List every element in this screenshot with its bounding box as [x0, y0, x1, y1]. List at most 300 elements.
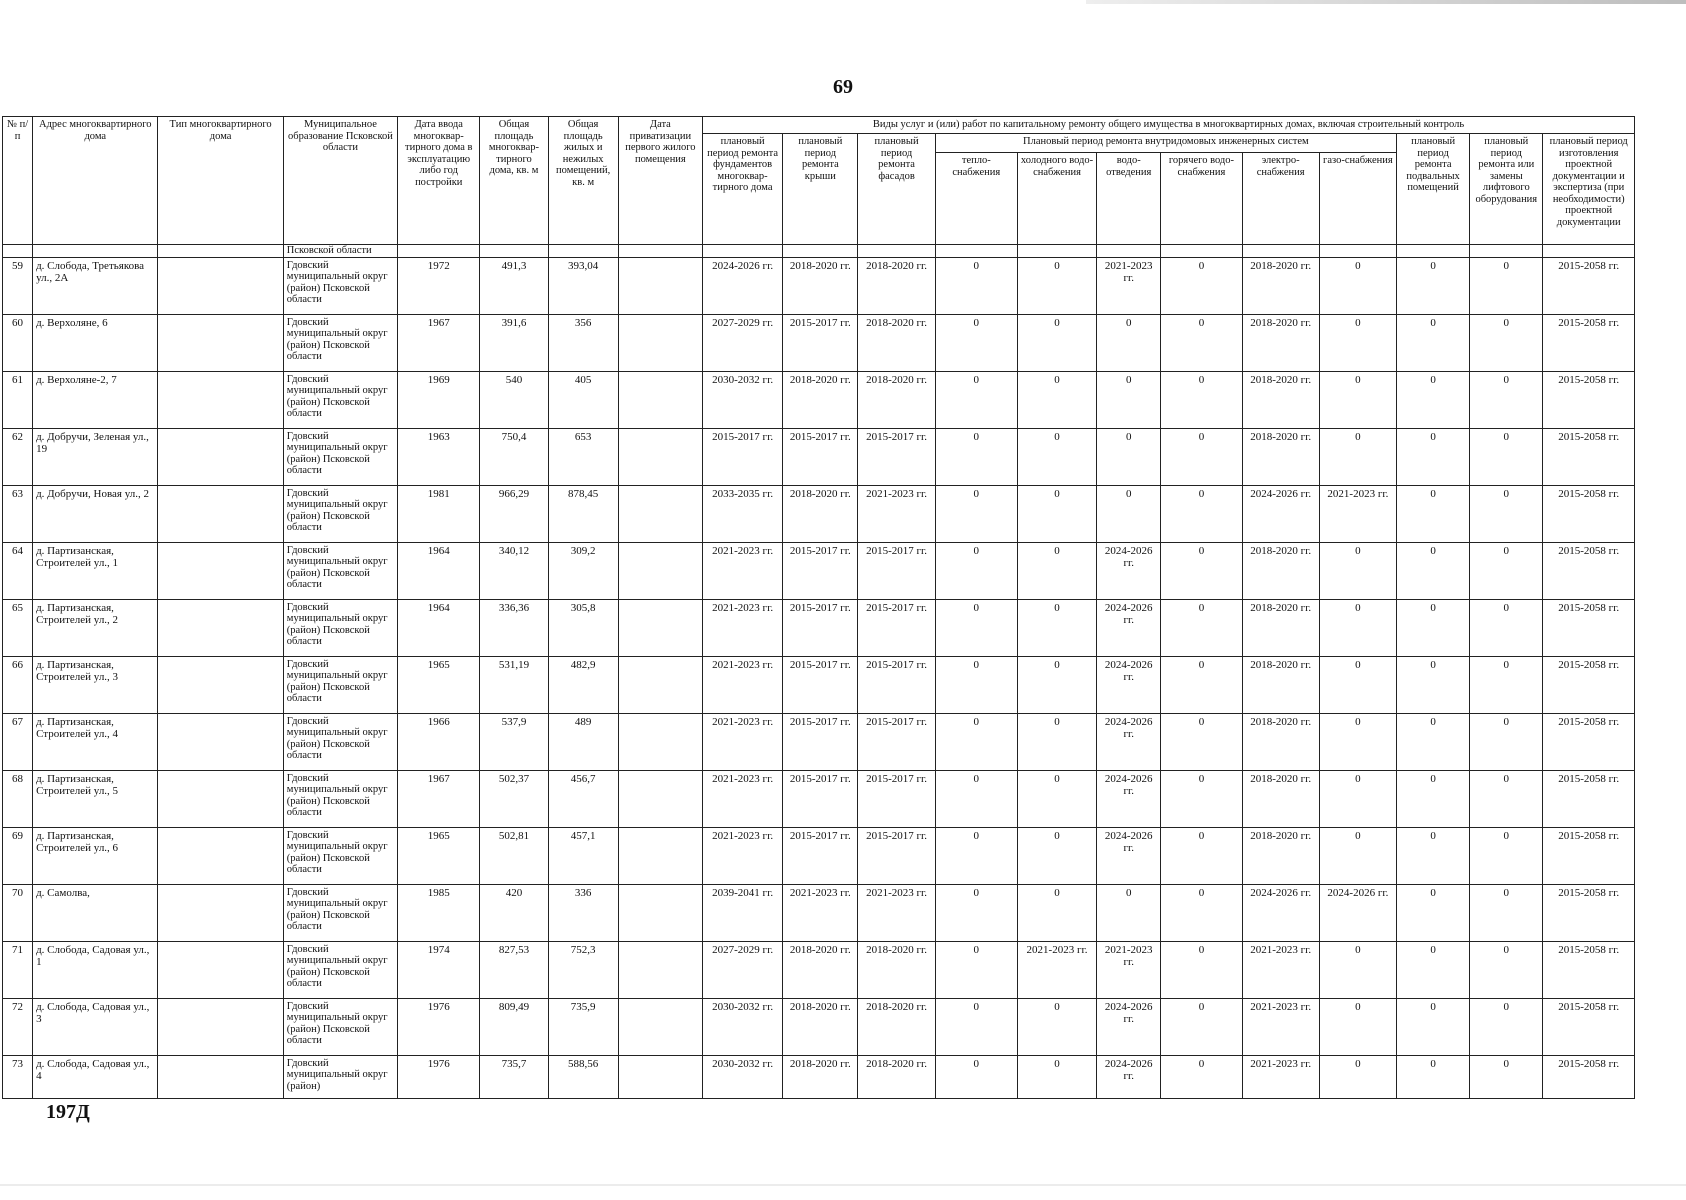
cell-n: 59	[3, 257, 33, 314]
header-basement: плановый период ремонта подвальных помещений	[1397, 134, 1470, 245]
cell-year: 1964	[398, 599, 480, 656]
cell-cold-water: 0	[1017, 257, 1096, 314]
cell-sewer: 0	[1097, 428, 1161, 485]
cell-elevator: 0	[1470, 599, 1543, 656]
cell-heat: 0	[935, 428, 1017, 485]
cell-cold-water: 0	[1017, 827, 1096, 884]
cell-basement: 0	[1397, 656, 1470, 713]
cell-heat: 0	[935, 314, 1017, 371]
cell-sewer: 2024-2026 гг.	[1097, 1055, 1161, 1098]
cell-sewer: 2021-2023 гг.	[1097, 257, 1161, 314]
cell-address: д. Партизанская, Строителей ул., 6	[33, 827, 158, 884]
cell-type	[158, 656, 283, 713]
cell-municipality: Гдовский муниципальный округ (район) Псковской области	[283, 941, 397, 998]
cell-type	[158, 770, 283, 827]
header-facade: плановый период ремонта фасадов	[858, 134, 935, 245]
cell-elevator: 0	[1470, 314, 1543, 371]
cell-privatization	[618, 1055, 702, 1098]
cell-type	[158, 713, 283, 770]
cell-privatization	[618, 428, 702, 485]
cell-sewer: 2024-2026 гг.	[1097, 713, 1161, 770]
cell-n: 69	[3, 827, 33, 884]
cell-year: 1985	[398, 884, 480, 941]
cell-address: д. Добручи, Зеленая ул., 19	[33, 428, 158, 485]
cell-municipality: Гдовский муниципальный округ (район) Псковской области	[283, 371, 397, 428]
header-address: Адрес многоквартирного дома	[33, 117, 158, 245]
cell-electric: 2018-2020 гг.	[1242, 713, 1319, 770]
cell-cold-water: 0	[1017, 371, 1096, 428]
cell-address: д. Партизанская, Строителей ул., 1	[33, 542, 158, 599]
cell-address: д. Верхоляне-2, 7	[33, 371, 158, 428]
cell-elevator: 0	[1470, 1055, 1543, 1098]
cell-hot-water: 0	[1161, 1055, 1242, 1098]
cell-total-area: 420	[480, 884, 548, 941]
cell-type	[158, 884, 283, 941]
cell-hot-water: 0	[1161, 314, 1242, 371]
cell-total-area: 540	[480, 371, 548, 428]
cell-foundation: 2030-2032 гг.	[703, 1055, 783, 1098]
cell-total-area: 966,29	[480, 485, 548, 542]
cell-municipality: Гдовский муниципальный округ (район) Псковской области	[283, 827, 397, 884]
cell-privatization	[618, 884, 702, 941]
cell-residential-area: 457,1	[548, 827, 618, 884]
cell-heat: 0	[935, 713, 1017, 770]
cell-heat: 0	[935, 998, 1017, 1055]
cell-year: 1974	[398, 941, 480, 998]
cell-year: 1976	[398, 998, 480, 1055]
cell-cold-water: 0	[1017, 656, 1096, 713]
cell-elevator: 0	[1470, 884, 1543, 941]
cell-foundation: 2021-2023 гг.	[703, 713, 783, 770]
cell-foundation: 2024-2026 гг.	[703, 257, 783, 314]
cell-gas: 0	[1319, 656, 1396, 713]
cell-address: д. Слобода, Садовая ул., 4	[33, 1055, 158, 1098]
cell-roof: 2018-2020 гг.	[783, 257, 858, 314]
header-type: Тип многоквартирного дома	[158, 117, 283, 245]
cell-elevator: 0	[1470, 941, 1543, 998]
cell-sewer: 0	[1097, 485, 1161, 542]
carry-over-text: Псковской области	[283, 245, 397, 258]
cell-foundation: 2030-2032 гг.	[703, 371, 783, 428]
cell-elevator: 0	[1470, 827, 1543, 884]
cell-roof: 2018-2020 гг.	[783, 1055, 858, 1098]
table-row	[3, 1055, 1635, 1098]
cell-gas: 0	[1319, 998, 1396, 1055]
cell-municipality: Гдовский муниципальный округ (район) Псковской области	[283, 485, 397, 542]
cell-municipality: Гдовский муниципальный округ (район) Псковской области	[283, 713, 397, 770]
cell-sewer: 2024-2026 гг.	[1097, 599, 1161, 656]
table-row	[3, 713, 1635, 770]
cell-sewer: 0	[1097, 371, 1161, 428]
cell-design: 2015-2058 гг.	[1543, 1055, 1635, 1098]
cell-basement: 0	[1397, 371, 1470, 428]
cell-year: 1981	[398, 485, 480, 542]
cell-municipality: Гдовский муниципальный округ (район) Псковской области	[283, 257, 397, 314]
cell-type	[158, 314, 283, 371]
cell-design: 2015-2058 гг.	[1543, 998, 1635, 1055]
cell-residential-area: 356	[548, 314, 618, 371]
cell-municipality: Гдовский муниципальный округ (район) Псковской области	[283, 884, 397, 941]
cell-n: 67	[3, 713, 33, 770]
cell-cold-water: 0	[1017, 485, 1096, 542]
header-systems-group: Плановый период ремонта внутридомовых инженерных систем	[935, 134, 1396, 153]
cell-municipality: Гдовский муниципальный округ (район) Псковской области	[283, 770, 397, 827]
cell-hot-water: 0	[1161, 599, 1242, 656]
header-roof: плановый период ремонта крыши	[783, 134, 858, 245]
cell-total-area: 735,7	[480, 1055, 548, 1098]
cell-sewer: 2024-2026 гг.	[1097, 542, 1161, 599]
cell-type	[158, 428, 283, 485]
cell-heat: 0	[935, 371, 1017, 428]
cell-address: д. Самолва,	[33, 884, 158, 941]
table-row	[3, 998, 1635, 1055]
cell-type	[158, 257, 283, 314]
cell-address: д. Слобода, Садовая ул., 1	[33, 941, 158, 998]
cell-sewer: 2024-2026 гг.	[1097, 770, 1161, 827]
cell-residential-area: 588,56	[548, 1055, 618, 1098]
cell-facade: 2015-2017 гг.	[858, 599, 935, 656]
cell-privatization	[618, 998, 702, 1055]
cell-n: 68	[3, 770, 33, 827]
cell-n: 63	[3, 485, 33, 542]
cell-heat: 0	[935, 941, 1017, 998]
cell-heat: 0	[935, 1055, 1017, 1098]
cell-n: 62	[3, 428, 33, 485]
cell-design: 2015-2058 гг.	[1543, 827, 1635, 884]
cell-heat: 0	[935, 656, 1017, 713]
cell-gas: 0	[1319, 371, 1396, 428]
cell-roof: 2015-2017 гг.	[783, 713, 858, 770]
cell-privatization	[618, 770, 702, 827]
table-row	[3, 656, 1635, 713]
cell-residential-area: 405	[548, 371, 618, 428]
cell-design: 2015-2058 гг.	[1543, 713, 1635, 770]
cell-roof: 2021-2023 гг.	[783, 884, 858, 941]
cell-privatization	[618, 314, 702, 371]
header-sewer: водо-отведения	[1097, 153, 1161, 245]
cell-hot-water: 0	[1161, 713, 1242, 770]
cell-electric: 2021-2023 гг.	[1242, 941, 1319, 998]
cell-elevator: 0	[1470, 770, 1543, 827]
header-date-commission: Дата ввода многоквар-тирного дома в эксплуатацию либо год постройки	[398, 117, 480, 245]
header-works-group: Виды услуг и (или) работ по капитальному ремонту общего имущества в многоквартирных домах, включая строительный контроль	[703, 117, 1635, 134]
cell-elevator: 0	[1470, 257, 1543, 314]
cell-sewer: 0	[1097, 314, 1161, 371]
cell-facade: 2015-2017 гг.	[858, 770, 935, 827]
cell-foundation: 2021-2023 гг.	[703, 770, 783, 827]
cell-roof: 2015-2017 гг.	[783, 827, 858, 884]
cell-address: д. Добручи, Новая ул., 2	[33, 485, 158, 542]
cell-electric: 2024-2026 гг.	[1242, 485, 1319, 542]
cell-residential-area: 393,04	[548, 257, 618, 314]
cell-facade: 2018-2020 гг.	[858, 257, 935, 314]
cell-design: 2015-2058 гг.	[1543, 599, 1635, 656]
cell-privatization	[618, 257, 702, 314]
cell-heat: 0	[935, 599, 1017, 656]
cell-type	[158, 542, 283, 599]
cell-type	[158, 371, 283, 428]
table-row	[3, 371, 1635, 428]
cell-year: 1964	[398, 542, 480, 599]
header-heat: тепло-снабжения	[935, 153, 1017, 245]
cell-total-area: 491,3	[480, 257, 548, 314]
cell-roof: 2015-2017 гг.	[783, 656, 858, 713]
cell-cold-water: 0	[1017, 599, 1096, 656]
cell-electric: 2024-2026 гг.	[1242, 884, 1319, 941]
cell-total-area: 502,81	[480, 827, 548, 884]
cell-gas: 0	[1319, 941, 1396, 998]
cell-n: 71	[3, 941, 33, 998]
cell-facade: 2018-2020 гг.	[858, 371, 935, 428]
header-design: плановый период изготовления проектной документации и экспертиза (при необходимости) проектной документации	[1543, 134, 1635, 245]
cell-facade: 2015-2017 гг.	[858, 656, 935, 713]
cell-n: 70	[3, 884, 33, 941]
table-row	[3, 941, 1635, 998]
carry-over-row	[3, 245, 1635, 258]
cell-sewer: 2024-2026 гг.	[1097, 656, 1161, 713]
cell-electric: 2021-2023 гг.	[1242, 998, 1319, 1055]
cell-heat: 0	[935, 770, 1017, 827]
cell-basement: 0	[1397, 998, 1470, 1055]
cell-address: д. Верхоляне, 6	[33, 314, 158, 371]
cell-cold-water: 0	[1017, 998, 1096, 1055]
cell-n: 72	[3, 998, 33, 1055]
cell-electric: 2018-2020 гг.	[1242, 428, 1319, 485]
header-foundation: плановый период ремонта фундаментов многоквар-тирного дома	[703, 134, 783, 245]
header-cold-water: холодного водо-снабжения	[1017, 153, 1096, 245]
cell-hot-water: 0	[1161, 542, 1242, 599]
cell-n: 60	[3, 314, 33, 371]
cell-basement: 0	[1397, 827, 1470, 884]
cell-facade: 2015-2017 гг.	[858, 827, 935, 884]
table-row	[3, 257, 1635, 314]
cell-address: д. Партизанская, Строителей ул., 3	[33, 656, 158, 713]
cell-year: 1967	[398, 770, 480, 827]
header-total-area: Общая площадь многоквар-тирного дома, кв. м	[480, 117, 548, 245]
cell-privatization	[618, 599, 702, 656]
cell-design: 2015-2058 гг.	[1543, 485, 1635, 542]
cell-design: 2015-2058 гг.	[1543, 371, 1635, 428]
cell-n: 61	[3, 371, 33, 428]
cell-hot-water: 0	[1161, 770, 1242, 827]
cell-design: 2015-2058 гг.	[1543, 884, 1635, 941]
cell-foundation: 2027-2029 гг.	[703, 941, 783, 998]
cell-privatization	[618, 371, 702, 428]
cell-gas: 0	[1319, 1055, 1396, 1098]
cell-n: 73	[3, 1055, 33, 1098]
table-row	[3, 599, 1635, 656]
cell-year: 1969	[398, 371, 480, 428]
cell-sewer: 2024-2026 гг.	[1097, 998, 1161, 1055]
cell-total-area: 340,12	[480, 542, 548, 599]
cell-basement: 0	[1397, 257, 1470, 314]
cell-electric: 2018-2020 гг.	[1242, 371, 1319, 428]
cell-foundation: 2021-2023 гг.	[703, 599, 783, 656]
cell-electric: 2018-2020 гг.	[1242, 314, 1319, 371]
cell-foundation: 2039-2041 гг.	[703, 884, 783, 941]
cell-design: 2015-2058 гг.	[1543, 257, 1635, 314]
cell-hot-water: 0	[1161, 485, 1242, 542]
header-hot-water: горячего водо-снабжения	[1161, 153, 1242, 245]
cell-type	[158, 827, 283, 884]
cell-electric: 2018-2020 гг.	[1242, 257, 1319, 314]
cell-elevator: 0	[1470, 656, 1543, 713]
cell-gas: 0	[1319, 827, 1396, 884]
cell-year: 1972	[398, 257, 480, 314]
cell-hot-water: 0	[1161, 998, 1242, 1055]
cell-type	[158, 1055, 283, 1098]
cell-gas: 0	[1319, 314, 1396, 371]
cell-cold-water: 0	[1017, 542, 1096, 599]
cell-elevator: 0	[1470, 542, 1543, 599]
cell-hot-water: 0	[1161, 884, 1242, 941]
table-row	[3, 428, 1635, 485]
cell-hot-water: 0	[1161, 371, 1242, 428]
cell-residential-area: 456,7	[548, 770, 618, 827]
cell-design: 2015-2058 гг.	[1543, 542, 1635, 599]
cell-cold-water: 0	[1017, 884, 1096, 941]
cell-residential-area: 653	[548, 428, 618, 485]
cell-heat: 0	[935, 542, 1017, 599]
cell-roof: 2015-2017 гг.	[783, 314, 858, 371]
cell-roof: 2015-2017 гг.	[783, 599, 858, 656]
cell-basement: 0	[1397, 599, 1470, 656]
cell-basement: 0	[1397, 542, 1470, 599]
cell-residential-area: 752,3	[548, 941, 618, 998]
cell-total-area: 827,53	[480, 941, 548, 998]
cell-gas: 0	[1319, 770, 1396, 827]
cell-year: 1965	[398, 827, 480, 884]
cell-facade: 2021-2023 гг.	[858, 884, 935, 941]
cell-basement: 0	[1397, 884, 1470, 941]
table-row	[3, 314, 1635, 371]
cell-basement: 0	[1397, 314, 1470, 371]
cell-address: д. Партизанская, Строителей ул., 2	[33, 599, 158, 656]
cell-residential-area: 878,45	[548, 485, 618, 542]
cell-privatization	[618, 713, 702, 770]
cell-cold-water: 0	[1017, 770, 1096, 827]
cell-cold-water: 0	[1017, 1055, 1096, 1098]
cell-hot-water: 0	[1161, 428, 1242, 485]
cell-municipality: Гдовский муниципальный округ (район)	[283, 1055, 397, 1098]
cell-foundation: 2021-2023 гг.	[703, 827, 783, 884]
cell-total-area: 391,6	[480, 314, 548, 371]
cell-foundation: 2027-2029 гг.	[703, 314, 783, 371]
cell-hot-water: 0	[1161, 827, 1242, 884]
cell-electric: 2018-2020 гг.	[1242, 770, 1319, 827]
cell-address: д. Партизанская, Строителей ул., 4	[33, 713, 158, 770]
cell-foundation: 2021-2023 гг.	[703, 542, 783, 599]
cell-roof: 2015-2017 гг.	[783, 542, 858, 599]
cell-foundation: 2033-2035 гг.	[703, 485, 783, 542]
cell-roof: 2018-2020 гг.	[783, 998, 858, 1055]
cell-year: 1967	[398, 314, 480, 371]
cell-municipality: Гдовский муниципальный округ (район) Псковской области	[283, 314, 397, 371]
cell-address: д. Слобода, Садовая ул., 3	[33, 998, 158, 1055]
cell-foundation: 2015-2017 гг.	[703, 428, 783, 485]
cell-gas: 0	[1319, 599, 1396, 656]
cell-foundation: 2030-2032 гг.	[703, 998, 783, 1055]
header-n: № п/п	[3, 117, 33, 245]
table-row	[3, 770, 1635, 827]
header-date-privatization: Дата приватизации первого жилого помещения	[618, 117, 702, 245]
cell-year: 1966	[398, 713, 480, 770]
cell-gas: 2024-2026 гг.	[1319, 884, 1396, 941]
cell-total-area: 809,49	[480, 998, 548, 1055]
cell-heat: 0	[935, 827, 1017, 884]
cell-heat: 0	[935, 257, 1017, 314]
cell-facade: 2021-2023 гг.	[858, 485, 935, 542]
cell-roof: 2015-2017 гг.	[783, 428, 858, 485]
cell-foundation: 2021-2023 гг.	[703, 656, 783, 713]
cell-year: 1963	[398, 428, 480, 485]
scan-artifact-bottom	[0, 1184, 1686, 1186]
cell-cold-water: 0	[1017, 428, 1096, 485]
cell-design: 2015-2058 гг.	[1543, 770, 1635, 827]
cell-residential-area: 305,8	[548, 599, 618, 656]
cell-elevator: 0	[1470, 485, 1543, 542]
table-body	[3, 245, 1635, 1099]
cell-residential-area: 489	[548, 713, 618, 770]
header-elevator: плановый период ремонта или замены лифтового оборудования	[1470, 134, 1543, 245]
cell-type	[158, 998, 283, 1055]
cell-gas: 0	[1319, 428, 1396, 485]
header-municipality: Муниципальное образование Псковской области	[283, 117, 397, 245]
cell-facade: 2015-2017 гг.	[858, 428, 935, 485]
cell-heat: 0	[935, 884, 1017, 941]
cell-address: д. Слобода, Третьякова ул., 2А	[33, 257, 158, 314]
cell-gas: 0	[1319, 257, 1396, 314]
cell-gas: 0	[1319, 542, 1396, 599]
page-number: 69	[833, 76, 853, 98]
capital-repair-table	[2, 116, 1635, 1099]
header-residential-area: Общая площадь жилых и нежилых помещений, кв. м	[548, 117, 618, 245]
scan-artifact-top	[1086, 0, 1686, 4]
cell-electric: 2018-2020 гг.	[1242, 542, 1319, 599]
cell-basement: 0	[1397, 485, 1470, 542]
cell-design: 2015-2058 гг.	[1543, 314, 1635, 371]
cell-municipality: Гдовский муниципальный округ (район) Псковской области	[283, 656, 397, 713]
cell-cold-water: 2021-2023 гг.	[1017, 941, 1096, 998]
header-electric: электро-снабжения	[1242, 153, 1319, 245]
cell-municipality: Гдовский муниципальный округ (район) Псковской области	[283, 998, 397, 1055]
cell-cold-water: 0	[1017, 713, 1096, 770]
cell-basement: 0	[1397, 770, 1470, 827]
cell-municipality: Гдовский муниципальный округ (район) Псковской области	[283, 599, 397, 656]
cell-privatization	[618, 941, 702, 998]
cell-cold-water: 0	[1017, 314, 1096, 371]
cell-residential-area: 309,2	[548, 542, 618, 599]
cell-total-area: 502,37	[480, 770, 548, 827]
cell-total-area: 750,4	[480, 428, 548, 485]
cell-n: 64	[3, 542, 33, 599]
cell-basement: 0	[1397, 941, 1470, 998]
cell-privatization	[618, 485, 702, 542]
cell-design: 2015-2058 гг.	[1543, 941, 1635, 998]
cell-elevator: 0	[1470, 713, 1543, 770]
cell-hot-water: 0	[1161, 257, 1242, 314]
cell-facade: 2015-2017 гг.	[858, 713, 935, 770]
cell-privatization	[618, 656, 702, 713]
cell-facade: 2018-2020 гг.	[858, 314, 935, 371]
cell-facade: 2018-2020 гг.	[858, 998, 935, 1055]
cell-municipality: Гдовский муниципальный округ (район) Псковской области	[283, 428, 397, 485]
cell-total-area: 336,36	[480, 599, 548, 656]
cell-design: 2015-2058 гг.	[1543, 428, 1635, 485]
header-gas: газо-снабжения	[1319, 153, 1396, 245]
table-row	[3, 485, 1635, 542]
cell-electric: 2021-2023 гг.	[1242, 1055, 1319, 1098]
